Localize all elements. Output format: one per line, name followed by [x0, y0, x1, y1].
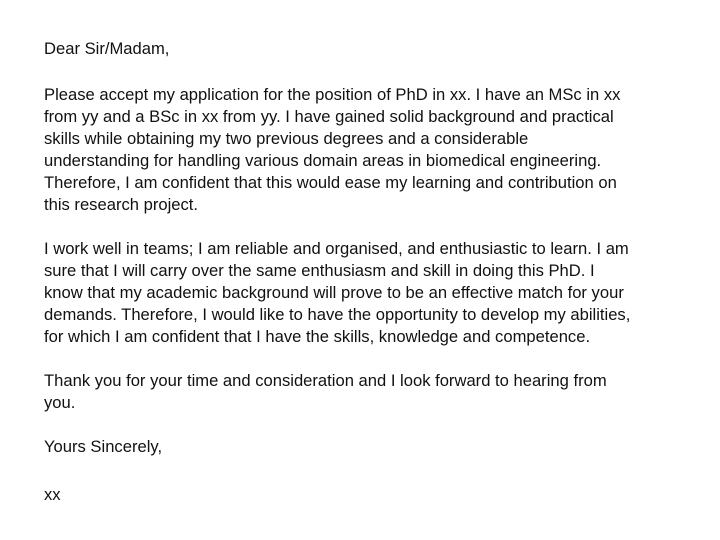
text-line: this research project. — [44, 195, 199, 214]
text-line: sure that I will carry over the same enthusiasm and skill in doing this PhD. I — [44, 261, 595, 280]
paragraph-thanks — [44, 370, 704, 414]
text-line: know that my academic background will prove to be an effective match for your — [44, 283, 624, 302]
text-line: you. — [44, 393, 76, 412]
text-line: Please accept my application for the position of PhD in xx. I have an MSc in xx — [44, 85, 621, 104]
text-line: understanding for handling various domain areas in biomedical engineering. — [44, 151, 602, 170]
text-line: skills while obtaining my two previous degrees and a considerable — [44, 129, 529, 148]
paragraph-personal-qualities — [44, 238, 704, 348]
letter-greeting: Dear Sir/Madam, — [44, 39, 170, 58]
text-line: I work well in teams; I am reliable and organised, and enthusiastic to learn. I am — [44, 239, 629, 258]
letter-signature: xx — [44, 485, 61, 504]
cover-letter — [44, 38, 704, 506]
text-line: from yy and a BSc in xx from yy. I have gained solid background and practical — [44, 107, 614, 126]
letter-closing: Yours Sincerely, — [44, 437, 163, 456]
text-line: demands. Therefore, I would like to have the opportunity to develop my abilities, — [44, 305, 631, 324]
text-line: Thank you for your time and consideration and I look forward to hearing from — [44, 371, 607, 390]
text-line: for which I am confident that I have the skills, knowledge and competence. — [44, 327, 591, 346]
paragraph-qualifications — [44, 84, 704, 216]
text-line: Therefore, I am confident that this would ease my learning and contribution on — [44, 173, 617, 192]
